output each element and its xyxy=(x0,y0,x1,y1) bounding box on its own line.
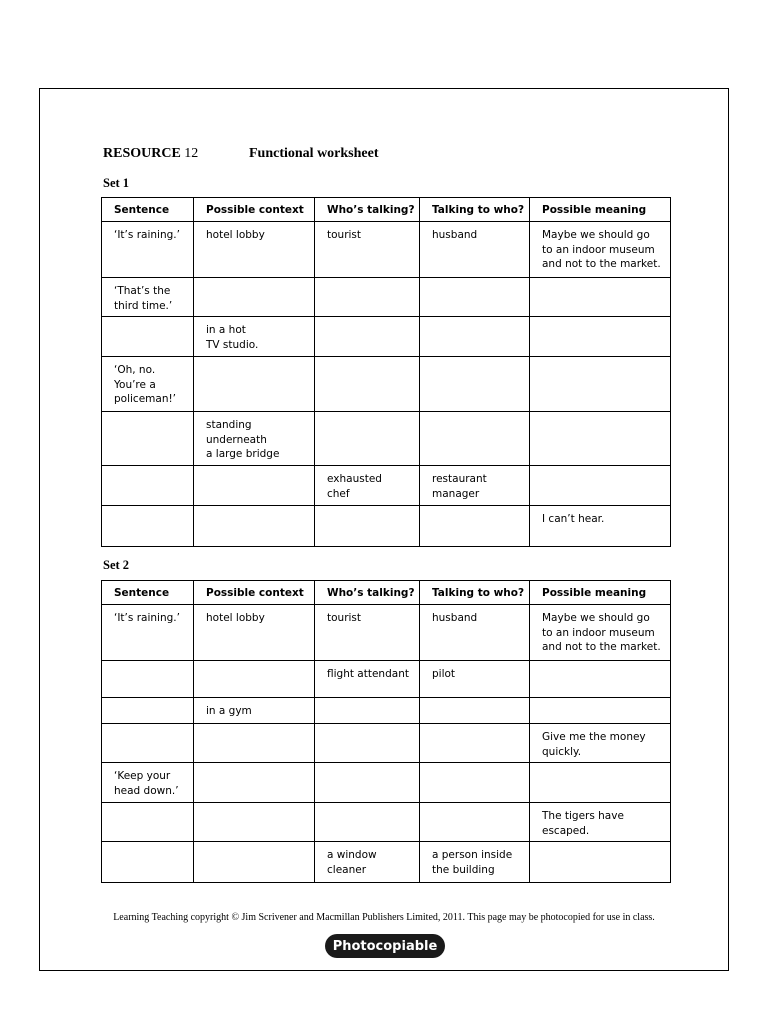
table-cell[interactable] xyxy=(530,412,671,466)
column-header: Possible context xyxy=(194,581,315,605)
table-cell[interactable] xyxy=(102,724,194,763)
table-cell[interactable]: tourist xyxy=(315,222,420,278)
column-header: Possible meaning xyxy=(530,581,671,605)
table-cell[interactable] xyxy=(530,763,671,803)
table-cell[interactable]: husband xyxy=(420,605,530,661)
table-row xyxy=(102,222,671,278)
table-cell[interactable] xyxy=(194,278,315,317)
table-cell[interactable]: pilot xyxy=(420,661,530,698)
table-row xyxy=(102,605,671,661)
set2-header-row xyxy=(102,581,671,605)
column-header: Possible context xyxy=(194,198,315,222)
table-cell[interactable]: The tigers have escaped. xyxy=(530,803,671,842)
table-cell[interactable] xyxy=(315,317,420,357)
table-cell[interactable]: in a hot TV studio. xyxy=(194,317,315,357)
table-cell[interactable] xyxy=(315,698,420,724)
table-row xyxy=(102,803,671,842)
table-cell[interactable] xyxy=(315,278,420,317)
table-cell[interactable] xyxy=(102,842,194,883)
table-cell[interactable]: standing underneath a large bridge xyxy=(194,412,315,466)
table-cell[interactable] xyxy=(315,357,420,412)
table-row xyxy=(102,466,671,506)
table-cell[interactable] xyxy=(420,698,530,724)
table-cell[interactable]: I can’t hear. xyxy=(530,506,671,547)
table-cell[interactable] xyxy=(420,317,530,357)
table-cell[interactable] xyxy=(102,466,194,506)
table-cell[interactable]: Maybe we should go to an indoor museum and not to the market. xyxy=(530,222,671,278)
column-header: Talking to who? xyxy=(420,198,530,222)
table-cell[interactable] xyxy=(420,724,530,763)
table-cell[interactable]: Give me the money quickly. xyxy=(530,724,671,763)
table-row xyxy=(102,842,671,883)
table-cell[interactable] xyxy=(315,763,420,803)
set1-header-row xyxy=(102,198,671,222)
table-cell[interactable] xyxy=(420,412,530,466)
table-cell[interactable] xyxy=(530,278,671,317)
table-cell[interactable] xyxy=(315,803,420,842)
table-cell[interactable] xyxy=(194,506,315,547)
table-cell[interactable] xyxy=(420,763,530,803)
resource-word: RESOURCE xyxy=(103,146,181,161)
table-row xyxy=(102,698,671,724)
table-cell[interactable] xyxy=(194,724,315,763)
table-cell[interactable] xyxy=(194,803,315,842)
table-row xyxy=(102,661,671,698)
set1-label: Set 1 xyxy=(103,176,130,190)
table-cell[interactable] xyxy=(194,661,315,698)
table-cell[interactable]: tourist xyxy=(315,605,420,661)
table-cell[interactable] xyxy=(102,661,194,698)
table-row xyxy=(102,724,671,763)
table-cell[interactable] xyxy=(530,842,671,883)
table-cell[interactable]: hotel lobby xyxy=(194,605,315,661)
table-row xyxy=(102,357,671,412)
table-cell[interactable]: restaurant manager xyxy=(420,466,530,506)
worksheet-heading xyxy=(103,146,379,162)
resource-label xyxy=(103,146,249,162)
table-cell[interactable] xyxy=(420,803,530,842)
photocopiable-badge: Photocopiable xyxy=(325,934,445,958)
set1-table xyxy=(101,197,671,547)
table-row xyxy=(102,278,671,317)
table-cell[interactable]: ‘It’s raining.’ xyxy=(102,222,194,278)
table-cell[interactable]: ‘That’s the third time.’ xyxy=(102,278,194,317)
column-header: Who’s talking? xyxy=(315,198,420,222)
table-cell[interactable] xyxy=(315,506,420,547)
table-cell[interactable] xyxy=(102,412,194,466)
table-cell[interactable] xyxy=(315,724,420,763)
table-cell[interactable]: hotel lobby xyxy=(194,222,315,278)
column-header: Possible meaning xyxy=(530,198,671,222)
table-cell[interactable] xyxy=(530,317,671,357)
table-row xyxy=(102,412,671,466)
worksheet-title: Functional worksheet xyxy=(249,146,379,161)
column-header: Talking to who? xyxy=(420,581,530,605)
table-cell[interactable]: flight attendant xyxy=(315,661,420,698)
table-cell[interactable]: Maybe we should go to an indoor museum and not to the market. xyxy=(530,605,671,661)
table-cell[interactable] xyxy=(102,698,194,724)
table-cell[interactable] xyxy=(530,661,671,698)
copyright-footer: Learning Teaching copyright © Jim Scrivener and Macmillan Publishers Limited, 2011. This page may be photocopied for use in class. xyxy=(113,912,655,923)
set2-table xyxy=(101,580,671,883)
table-cell[interactable] xyxy=(194,842,315,883)
table-row xyxy=(102,763,671,803)
table-cell[interactable] xyxy=(315,412,420,466)
table-cell[interactable] xyxy=(102,803,194,842)
table-cell[interactable] xyxy=(530,466,671,506)
table-row xyxy=(102,317,671,357)
table-cell[interactable]: exhausted chef xyxy=(315,466,420,506)
table-cell[interactable] xyxy=(420,278,530,317)
table-cell[interactable] xyxy=(102,506,194,547)
column-header: Sentence xyxy=(102,198,194,222)
table-cell[interactable]: ‘Oh, no. You’re a policeman!’ xyxy=(102,357,194,412)
resource-number: 12 xyxy=(184,146,199,161)
table-cell[interactable]: husband xyxy=(420,222,530,278)
table-cell[interactable] xyxy=(530,698,671,724)
table-cell[interactable]: a window cleaner xyxy=(315,842,420,883)
table-row xyxy=(102,506,671,547)
table-cell[interactable] xyxy=(420,357,530,412)
table-cell[interactable] xyxy=(420,506,530,547)
table-cell[interactable] xyxy=(194,763,315,803)
table-cell[interactable]: in a gym xyxy=(194,698,315,724)
column-header: Sentence xyxy=(102,581,194,605)
table-cell[interactable] xyxy=(530,357,671,412)
table-cell[interactable]: ‘It’s raining.’ xyxy=(102,605,194,661)
table-cell[interactable]: a person inside the building xyxy=(420,842,530,883)
table-cell[interactable] xyxy=(194,466,315,506)
table-cell[interactable] xyxy=(194,357,315,412)
table-cell[interactable] xyxy=(102,317,194,357)
table-cell[interactable]: ‘Keep your head down.’ xyxy=(102,763,194,803)
column-header: Who’s talking? xyxy=(315,581,420,605)
set2-label: Set 2 xyxy=(103,558,130,572)
